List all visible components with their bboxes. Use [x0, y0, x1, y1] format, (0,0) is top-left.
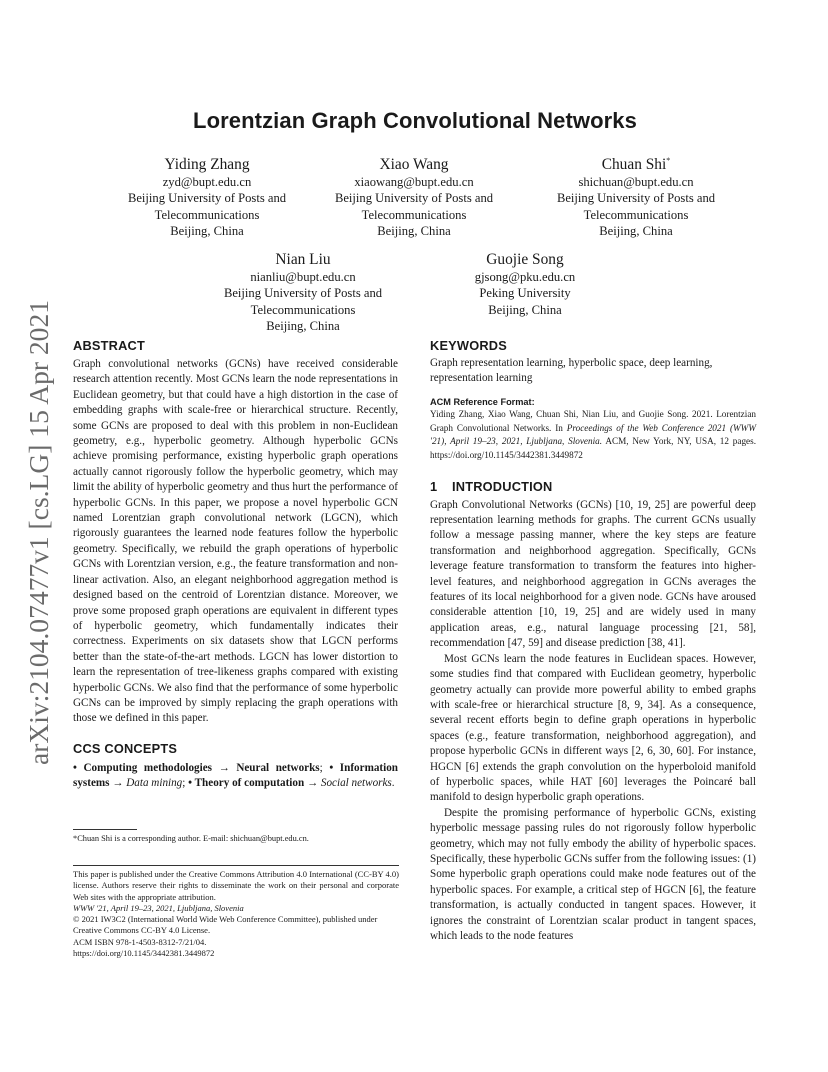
author-location: Beijing, China: [488, 302, 562, 317]
author-email: zyd@bupt.edu.cn: [162, 175, 252, 190]
introduction-heading: 1 INTRODUCTION: [430, 478, 553, 494]
author-block: [420, 246, 630, 318]
author-affiliation: Beijing University of Posts and: [223, 286, 383, 301]
doi-link[interactable]: https://doi.org/10.1145/3442381.3449872: [73, 948, 215, 959]
arxiv-identifier: arXiv:2104.07477v1 [cs.LG] 15 Apr 2021: [24, 309, 54, 765]
author-block: [309, 151, 519, 239]
author-location: Beijing, China: [599, 224, 673, 239]
corresponding-author-footnote: *Chuan Shi is a corresponding author. E-mail: shichuan@bupt.edu.cn.: [73, 834, 309, 843]
author-email: shichuan@bupt.edu.cn: [578, 175, 694, 190]
conference-venue: WWW '21, April 19–23, 2021, Ljubljana, Slovenia: [73, 902, 244, 913]
license-text: This paper is published under the Creative Commons Attribution 4.0 International (CC-BY 4.0) license. Authors reserve their rights to disseminate the work on their personal and corporate Web sites with the appropriate attribution.: [73, 869, 399, 902]
isbn: ACM ISBN 978-1-4503-8312-7/21/04.: [73, 936, 207, 947]
introduction-paragraph: Despite the promising performance of hyperbolic GCNs, existing hyperbolic message passing rules do not rigorously follow hyperbolic geometry, which may not fully embody the ability of hyperbolic spaces. Specifically, these hyperbolic GCNs suffer from the following issues: (1) Some hyperbolic graph operations could make node features out of the hyperbolic spaces. For example, a critical step of HGCN [6], the feature transformation, is actually conducted in tangent spaces. However, it ignores the constraint of Lorentzian scalar product in tangent spaces, which leads to the node features: [430, 806, 756, 942]
author-affiliation: Beijing University of Posts and: [334, 191, 494, 206]
author-block: [198, 246, 408, 334]
author-affiliation: Telecommunications: [583, 207, 689, 222]
author-location: Beijing, China: [266, 319, 340, 334]
abstract-text: Graph convolutional networks (GCNs) have received considerable research attention recently. Most GCNs learn the node representations in Euclidean geometry, but that could have a high distortion in the case of embedding graphs with scale-free or hierarchical structure. Recently, some GCNs are proposed to deal with this problem in non-Euclidean geometry, e.g., hyperbolic geometry. Although hyperbolic GCNs achieve promising performance, existing hyperbolic graph operations actually cannot rigorously follow the hyperbolic geometry, which may limit the ability of hyperbolic geometry and thus hurt the performance of hyperbolic GCNs. In this paper, we propose a novel hyperbolic GCN named Lorentzian graph convolutional network (LGCN), which rigorously guarantees the learned node features follow the hyperbolic geometry. Specifically, we rebuild the graph operations of hyperbolic GCNs with Lorentzian version, e.g., the feature transformation and non-linear activation. Also, an elegant neighborhood aggregation method is designed based on the centroid of Lorentzian distance. Moreover, we prove some proposed graph operations are equivalent in different types of hyperbolic geometry, which fundamentally indicates their correctness. Experiments on six datasets show that LGCN performs better than the state-of-the-art methods. LGCN has lower distortion to learn the representation of tree-likeness graphs compared with existing hyperbolic GCNs. We also find that the performance of some hyperbolic GCNs can be improved by simply replacing the graph operations with those we defined in this paper.: [73, 358, 398, 725]
acm-reference-text: Yiding Zhang, Xiao Wang, Chuan Shi, Nian Liu, and Guojie Song. 2021. Lorentzian Graph Convolutional Networks. In Proceedings of the Web Conference 2021 (WWW '21), April 19–23, 2021, Ljubljana, Slovenia. ACM, New York, NY, USA, 12 pages. https://doi.org/10.1145/3442381.3449872: [430, 408, 756, 460]
paper-title: Lorentzian Graph Convolutional Networks: [193, 108, 637, 133]
author-name: Yiding Zhang: [164, 156, 250, 174]
author-email: gjsong@pku.edu.cn: [474, 270, 576, 285]
ccs-concepts: • Computing methodologies → Neural networks; • Information systems → Data mining; • Theory of computation → Social networks.: [73, 761, 398, 790]
arxiv-side-label-svg: [4, 300, 64, 770]
author-affiliation: Peking University: [479, 286, 571, 301]
abstract-heading: ABSTRACT: [73, 338, 145, 353]
author-affiliation: Telecommunications: [154, 207, 260, 222]
left-column: [73, 338, 398, 792]
author-name: Chuan Shi*: [601, 156, 671, 174]
author-name: Guojie Song: [486, 251, 564, 269]
author-affiliation: Telecommunications: [250, 302, 356, 317]
author-location: Beijing, China: [377, 224, 451, 239]
author-block: [531, 151, 741, 239]
author-name: Xiao Wang: [379, 156, 449, 174]
license-divider: [73, 865, 399, 866]
author-location: Beijing, China: [170, 224, 244, 239]
corresponding-mark: *: [666, 156, 671, 165]
keywords-heading: KEYWORDS: [430, 338, 507, 353]
author-affiliation: Beijing University of Posts and: [556, 191, 716, 206]
author-block: [102, 151, 312, 239]
author-name: Nian Liu: [275, 251, 331, 269]
arxiv-side-label: [4, 300, 64, 770]
introduction-paragraph: Most GCNs learn the node features in Euclidean spaces. However, some studies find that compared with Euclidean geometry, hyperbolic geometry actually can provide more powerful ability to embed graphs with scale-free or hierarchical structure [8, 9, 34]. As a consequence, several recent efforts begin to define graph operations in hyperbolic spaces (e.g., feature transformation, neighborhood aggregation), and propose hyperbolic GCNs in different ways [2, 6, 30, 60]. For instance, HGCN [6] extends the graph convolution on the hyperboloid manifold of hyperbolic spaces, while HAT [60] leverages the Poincaré ball manifold to design hyperbolic graph operations.: [430, 652, 756, 804]
author-email: nianliu@bupt.edu.cn: [250, 270, 356, 285]
right-column: [430, 338, 756, 944]
keywords-text: Graph representation learning, hyperbolic space, deep learning, representation learning: [430, 357, 713, 385]
license-block: [73, 869, 399, 959]
ccs-heading: CCS CONCEPTS: [73, 740, 178, 756]
footnote-divider: [73, 829, 137, 830]
introduction-paragraph: Graph Convolutional Networks (GCNs) [10, 19, 25] are powerful deep representation learning methods for graphs. The current GCNs usually follow a message passing manner, where the key steps are feature transformation and neighborhood aggregation. Specifically, GCNs leverage feature transformation to transform the features into higher-level features, and neighborhood aggregation in GCNs averages the features of its local neighborhood for a given node. GCNs have aroused considerable attention [10, 19, 25] and are widely used in many application areas, e.g., natural language processing [21, 58], recommendation [47, 59] and disease prediction [38, 41].: [430, 498, 756, 650]
author-affiliation: Beijing University of Posts and: [127, 191, 287, 206]
copyright-notice: © 2021 IW3C2 (International World Wide Web Conference Committee), published under Creative Commons CC-BY 4.0 License.: [73, 914, 378, 936]
acm-reference-heading: ACM Reference Format:: [430, 396, 535, 407]
author-affiliation: Telecommunications: [361, 207, 467, 222]
author-email: xiaowang@bupt.edu.cn: [354, 175, 474, 190]
